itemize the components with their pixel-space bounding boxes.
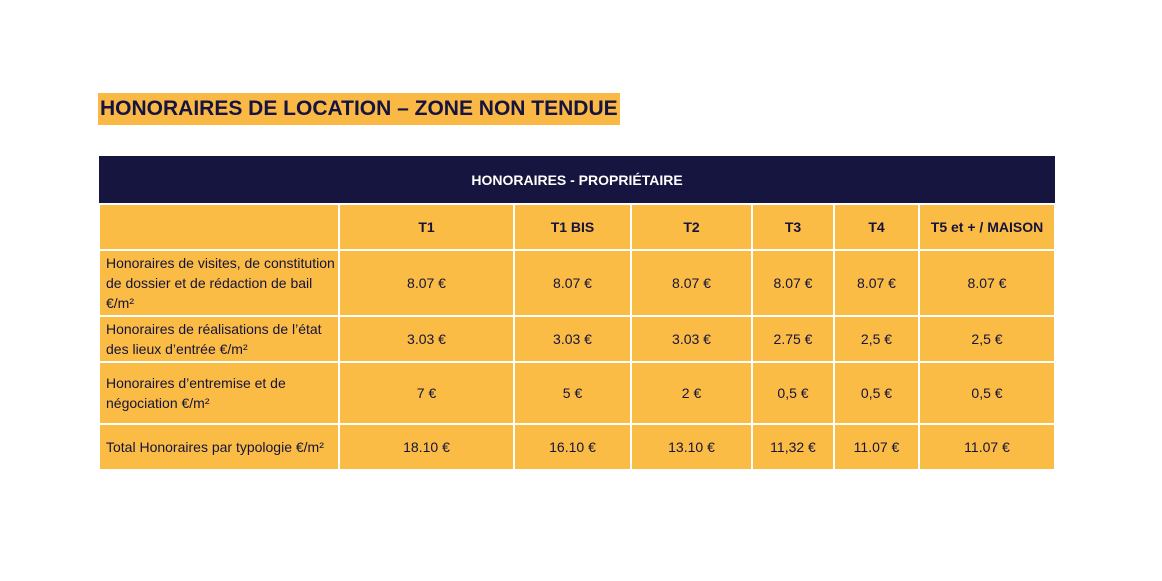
row-label: Honoraires de réalisations de l’état des lieux d’entrée €/m² — [99, 316, 339, 362]
table-cell: 8.07 € — [834, 250, 919, 316]
table-cell: 11.07 € — [834, 424, 919, 470]
table-cell: 5 € — [514, 362, 631, 424]
column-header-t5-maison: T5 et + / MAISON — [919, 204, 1055, 250]
table-cell: 8.07 € — [631, 250, 752, 316]
table-cell: 0,5 € — [834, 362, 919, 424]
table-cell: 3.03 € — [514, 316, 631, 362]
table-cell: 11,32 € — [752, 424, 834, 470]
table-cell: 8.07 € — [514, 250, 631, 316]
column-header-row — [99, 204, 1055, 250]
table-row — [99, 316, 1055, 362]
column-header-t1-bis: T1 BIS — [514, 204, 631, 250]
table-cell: 2,5 € — [834, 316, 919, 362]
column-header-t3: T3 — [752, 204, 834, 250]
column-header-t2: T2 — [631, 204, 752, 250]
table-cell: 2.75 € — [752, 316, 834, 362]
table-banner: HONORAIRES - PROPRIÉTAIRE — [99, 156, 1055, 204]
column-header-t1: T1 — [339, 204, 514, 250]
table-cell: 3.03 € — [339, 316, 514, 362]
table-cell: 2,5 € — [919, 316, 1055, 362]
table-cell: 18.10 € — [339, 424, 514, 470]
table-cell: 3.03 € — [631, 316, 752, 362]
table-row — [99, 250, 1055, 316]
table-cell: 13.10 € — [631, 424, 752, 470]
column-header-t4: T4 — [834, 204, 919, 250]
table-cell: 2 € — [631, 362, 752, 424]
table-row — [99, 424, 1055, 470]
table-cell: 0,5 € — [919, 362, 1055, 424]
table-cell: 8.07 € — [752, 250, 834, 316]
table-cell: 16.10 € — [514, 424, 631, 470]
fee-table — [98, 156, 1056, 471]
row-label: Honoraires d’entremise et de négociation €/m² — [99, 362, 339, 424]
row-label: Honoraires de visites, de constitution de dossier et de rédaction de bail €/m² — [99, 250, 339, 316]
table-banner-row — [99, 156, 1055, 204]
table-cell: 11.07 € — [919, 424, 1055, 470]
table-cell: 0,5 € — [752, 362, 834, 424]
page-title: HONORAIRES DE LOCATION – ZONE NON TENDUE — [98, 93, 620, 125]
table-cell: 7 € — [339, 362, 514, 424]
row-label: Total Honoraires par typologie €/m² — [99, 424, 339, 470]
table-row — [99, 362, 1055, 424]
table-cell: 8.07 € — [339, 250, 514, 316]
column-header-empty — [99, 204, 339, 250]
fee-table-container — [98, 156, 1054, 471]
table-cell: 8.07 € — [919, 250, 1055, 316]
